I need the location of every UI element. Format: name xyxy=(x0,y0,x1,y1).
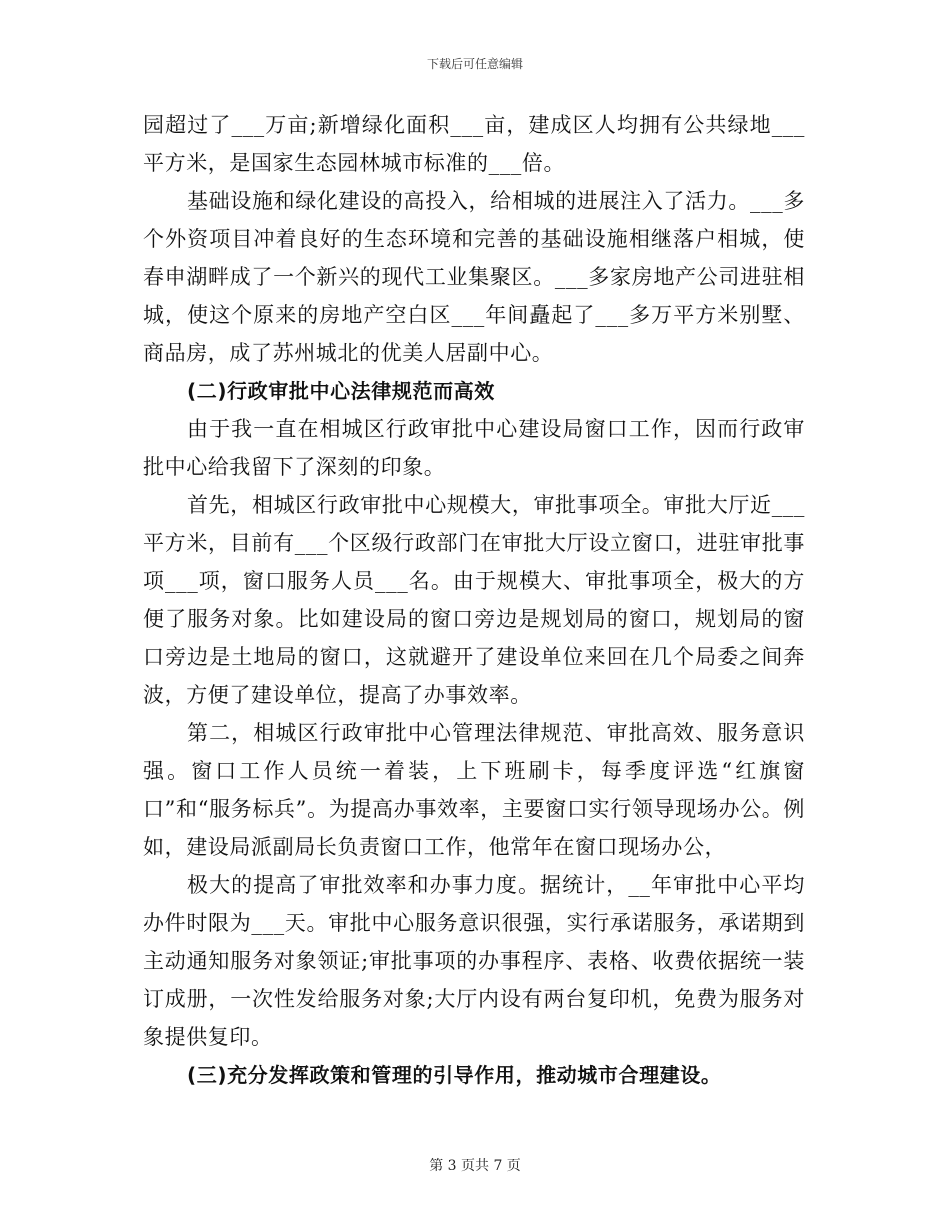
page-footer: 第 3 页共 7 页 xyxy=(429,1158,521,1174)
header-note: 下载后可任意编辑 xyxy=(426,57,523,71)
paragraph-5: 第二，相城区行政审批中心管理法律规范、审批高效、服务意识强。窗口工作人员统一着装，上下班刷卡，每季度评选“红旗窗口”和“服务标兵”。为提高办事效率，主要窗口实行领导现场办公。例如，建设局派副局长负责窗口工作，他常年在窗口现场办公， xyxy=(143,721,805,859)
paragraph-4: 首先，相城区行政审批中心规模大，审批事项全。审批大厅近___平方米，目前有___个区级行政部门在审批大厅设立窗口，进驻审批事项___项，窗口服务人员___名。由于规模大、审批事项全，极大的方便了服务对象。比如建设局的窗口旁边是规划局的窗口，规划局的窗口旁边是土地局的窗口，这就避开了建设单位来回在几个局委之间奔波，方便了建设单位，提高了办事效率。 xyxy=(143,493,805,707)
section-heading-2: (二)行政审批中心法律规范而高效 xyxy=(187,379,495,403)
paragraph-1: 园超过了___万亩;新增绿化面积___亩，建成区人均拥有公共绿地___平方米，是国家生态园林城市标准的___倍。 xyxy=(143,113,805,175)
paragraph-6: 极大的提高了审批效率和办事力度。据统计，__年审批中心平均办件时限为___天。审批中心服务意识很强，实行承诺服务，承诺期到主动通知服务对象领证;审批事项的办事程序、表格、收费依据统一装订成册，一次性发给服务对象;大厅内设有两台复印机，免费为服务对象提供复印。 xyxy=(143,873,805,1049)
paragraph-2: 基础设施和绿化建设的高投入，给相城的进展注入了活力。___多个外资项目冲着良好的生态环境和完善的基础设施相继落户相城，使春申湖畔成了一个新兴的现代工业集聚区。___多家房地产公司进驻相城，使这个原来的房地产空白区___年间矗起了___多万平方米别墅、商品房，成了苏州城北的优美人居副中心。 xyxy=(143,189,805,365)
document-body xyxy=(143,106,805,1094)
paragraph-3: 由于我一直在相城区行政审批中心建设局窗口工作，因而行政审批中心给我留下了深刻的印象。 xyxy=(143,417,805,479)
section-heading-3: (三)充分发挥政策和管理的引导作用，推动城市合理建设。 xyxy=(187,1063,722,1087)
